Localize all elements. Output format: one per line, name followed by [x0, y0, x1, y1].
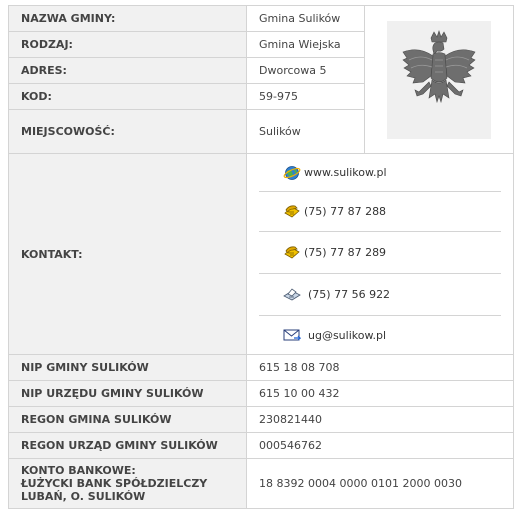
email-icon [283, 327, 301, 343]
value-nazwa-gminy: Gmina Sulików [247, 6, 365, 32]
contact-phone-1-text: (75) 77 87 288 [304, 205, 387, 218]
table-row-contact [9, 154, 514, 355]
table-row-konto [9, 459, 514, 509]
value-nip-gminy: 615 18 08 708 [247, 355, 514, 381]
label-nip-urzedu: NIP URZĘDU GMINY SULIKÓW [9, 381, 247, 407]
contact-fax-text: (75) 77 56 922 [308, 288, 391, 301]
table-row [9, 381, 514, 407]
value-miejscowosc: Sulików [247, 110, 365, 154]
label-kod: KOD: [9, 84, 247, 110]
konto-label-line: LUBAŃ, O. SULIKÓW [21, 490, 146, 503]
label-nip-gminy: NIP GMINY SULIKÓW [9, 355, 247, 381]
emblem-cell [365, 6, 514, 154]
table-row [9, 355, 514, 381]
value-adres: Dworcowa 5 [247, 58, 365, 84]
table-row [9, 6, 514, 32]
value-kod: 59-975 [247, 84, 365, 110]
table-row [9, 433, 514, 459]
label-nazwa-gminy: NAZWA GMINY: [9, 6, 247, 32]
value-regon-gmina: 230821440 [247, 407, 514, 433]
label-kontakt: KONTAKT: [9, 154, 247, 355]
info-table-frame [8, 5, 514, 509]
label-regon-gmina: REGON GMINA SULIKÓW [9, 407, 247, 433]
konto-label-line: ŁUŻYCKI BANK SPÓŁDZIELCZY [21, 477, 208, 490]
label-rodzaj: RODZAJ: [9, 32, 247, 58]
municipality-info-table [8, 5, 514, 509]
konto-label-line: KONTO BANKOWE: [21, 464, 136, 477]
globe-icon [283, 165, 301, 181]
phone-icon [283, 204, 301, 220]
phone-icon [283, 245, 301, 261]
value-rodzaj: Gmina Wiejska [247, 32, 365, 58]
contact-phone-1 [259, 192, 501, 232]
contact-cell [247, 154, 514, 355]
contact-website[interactable] [259, 154, 501, 192]
contact-phone-2-text: (75) 77 87 289 [304, 246, 387, 259]
fax-icon [283, 287, 301, 303]
contact-website-link[interactable]: www.sulikow.pl [304, 166, 387, 179]
value-nip-urzedu: 615 10 00 432 [247, 381, 514, 407]
value-regon-urzad: 000546762 [247, 433, 514, 459]
label-miejscowosc: MIEJSCOWOŚĆ: [9, 110, 247, 154]
label-regon-urzad: REGON URZĄD GMINY SULIKÓW [9, 433, 247, 459]
value-konto-bankowe: 18 8392 0004 0000 0101 2000 0030 [247, 459, 514, 509]
table-row [9, 407, 514, 433]
contact-phone-2 [259, 232, 501, 274]
contact-email[interactable] [259, 316, 501, 354]
label-konto-bankowe [9, 459, 247, 509]
label-adres: ADRES: [9, 58, 247, 84]
contact-fax [259, 274, 501, 316]
contact-email-link[interactable]: ug@sulikow.pl [308, 328, 386, 342]
coat-of-arms-eagle-icon [387, 21, 491, 139]
